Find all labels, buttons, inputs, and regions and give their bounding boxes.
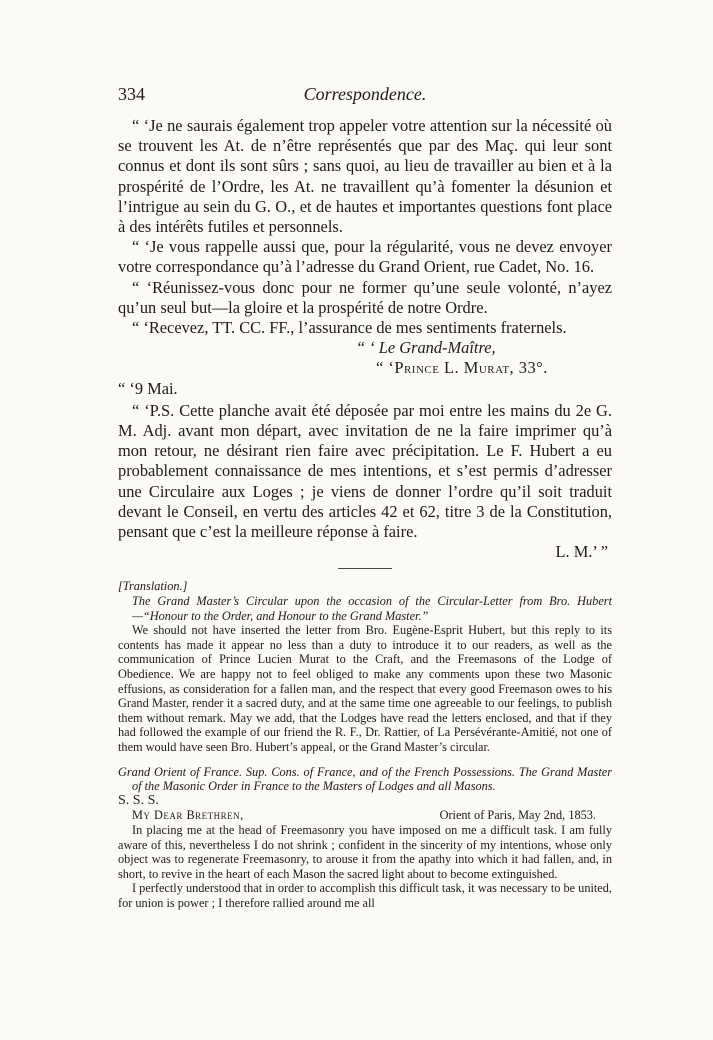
translation-label: [Translation.]: [118, 579, 188, 594]
french-paragraph-3: “ ‘Réunissez-vous donc pour ne former qu’une seule volonté, n’ayez qu’un seul but—la gloire et la prospérité de notre Ordre.: [118, 277, 612, 317]
letter-salutation: My Dear Brethren,: [132, 808, 244, 823]
french-paragraph-1: “ ‘Je ne saurais également trop appeler votre attention sur la nécessité où se trouvent les At. de n’être représentés que par des Maç. qui leur sont connus et dont ils sont sûrs ; sans quoi, au lieu de travailler au bien et à la prospérité de l’Ordre, les At. ne travaillent qu’à fomenter la désunion et l’intrigue au sein du G. O., et de hautes et importantes questions font place à des intérêts futiles et personnels.: [118, 116, 612, 237]
letter-dateline: Orient of Paris, May 2nd, 1853.: [439, 808, 596, 823]
translation-paragraph: We should not have inserted the letter from Bro. Eugène-Esprit Hubert, but this reply to its contents has made it appear no less than a duty to introduce it to our readers, as well as the communication of Prince Lucien Murat to the Craft, and the Freemasons of the Lodge of Obedience. We are happy not to feel obliged to make any comments upon these two Masonic effusions, as consideration for a fallen man, and the respect that every good Freemason owes to his Grand Master, render it a sacred duty, and at the same time one agreeable to our feelings, to publish them without remark. May we add, that the Lodges have read the letters enclosed, and that if they had followed the example of our friend the R. F., Dr. Rattier, of La Persévérante-Amitié, not one of them would have seen Bro. Hubert’s appeal, or the Grand Master’s circular.: [118, 623, 612, 754]
running-head: [118, 84, 612, 108]
translation-section: [118, 579, 612, 910]
letter-paragraph-1: In placing me at the head of Freemasonry you have imposed on me a difficult task. I am fully aware of this, nevertheless I do not shrink ; confident in the sincerity of my intentions, whose only object was to regenerate Freemasonry, to arouse it from the apathy into which it had fallen, and, in short, to revive in the heart of each Mason the sacred light about to become extinguished.: [118, 822, 612, 881]
french-closing: “ ‘Recevez, TT. CC. FF., l’assurance de mes sentiments fraternels.: [132, 318, 567, 338]
running-title: Correspondence.: [303, 84, 427, 104]
letter-heading: Grand Orient of France. Sup. Cons. of France, and of the French Possessions. The Grand Master of the Masonic Order in France to the Masters of Lodges and all Masons.: [118, 764, 612, 794]
section-divider: [338, 568, 392, 569]
postscript-signature-line: [118, 542, 612, 562]
signature-title: “ ‘ Le Grand-Maître,: [356, 338, 496, 358]
main-text: [118, 116, 612, 911]
translation-heading: The Grand Master’s Circular upon the occasion of the Circular-Letter from Bro. Hubert—“Honour to the Order, and Honour to the Grand Master.”: [132, 594, 612, 623]
signature-name: “ ‘Prince L. Murat, 33°.: [376, 358, 548, 378]
letter-salutation-line: [118, 808, 612, 823]
page-number: 334: [118, 84, 145, 104]
postscript-signature: L. M.’ ”: [555, 542, 608, 562]
letter-paragraph-2: I perfectly understood that in order to accomplish this difficult task, it was necessary to be united, for union is power ; I therefore rallied around me all: [118, 881, 612, 910]
french-paragraph-2: “ ‘Je vous rappelle aussi que, pour la régularité, vous ne devez envoyer votre correspondance qu’à l’adresse du Grand Orient, rue Cadet, No. 16.: [118, 237, 612, 277]
letter-sss: S. S. S.: [118, 792, 159, 808]
postscript: “ ‘P.S. Cette planche avait été déposée par moi entre les mains du 2e G. M. Adj. avant mon départ, avec invitation de ne la faire imprimer qu’à mon retour, ne désirant rien faire avec précipitation. Le F. Hubert a eu probablement connaissance de mes intentions, et s’est permis d’adresser une Circulaire aux Loges ; je viens de donner l’ordre qu’il soit traduit devant le Conseil, en vertu des articles 42 et 62, titre 3 de la Constitution, pensant que c’est la meilleure réponse à faire.: [118, 400, 612, 542]
signature-date: “ ‘9 Mai.: [118, 378, 178, 398]
